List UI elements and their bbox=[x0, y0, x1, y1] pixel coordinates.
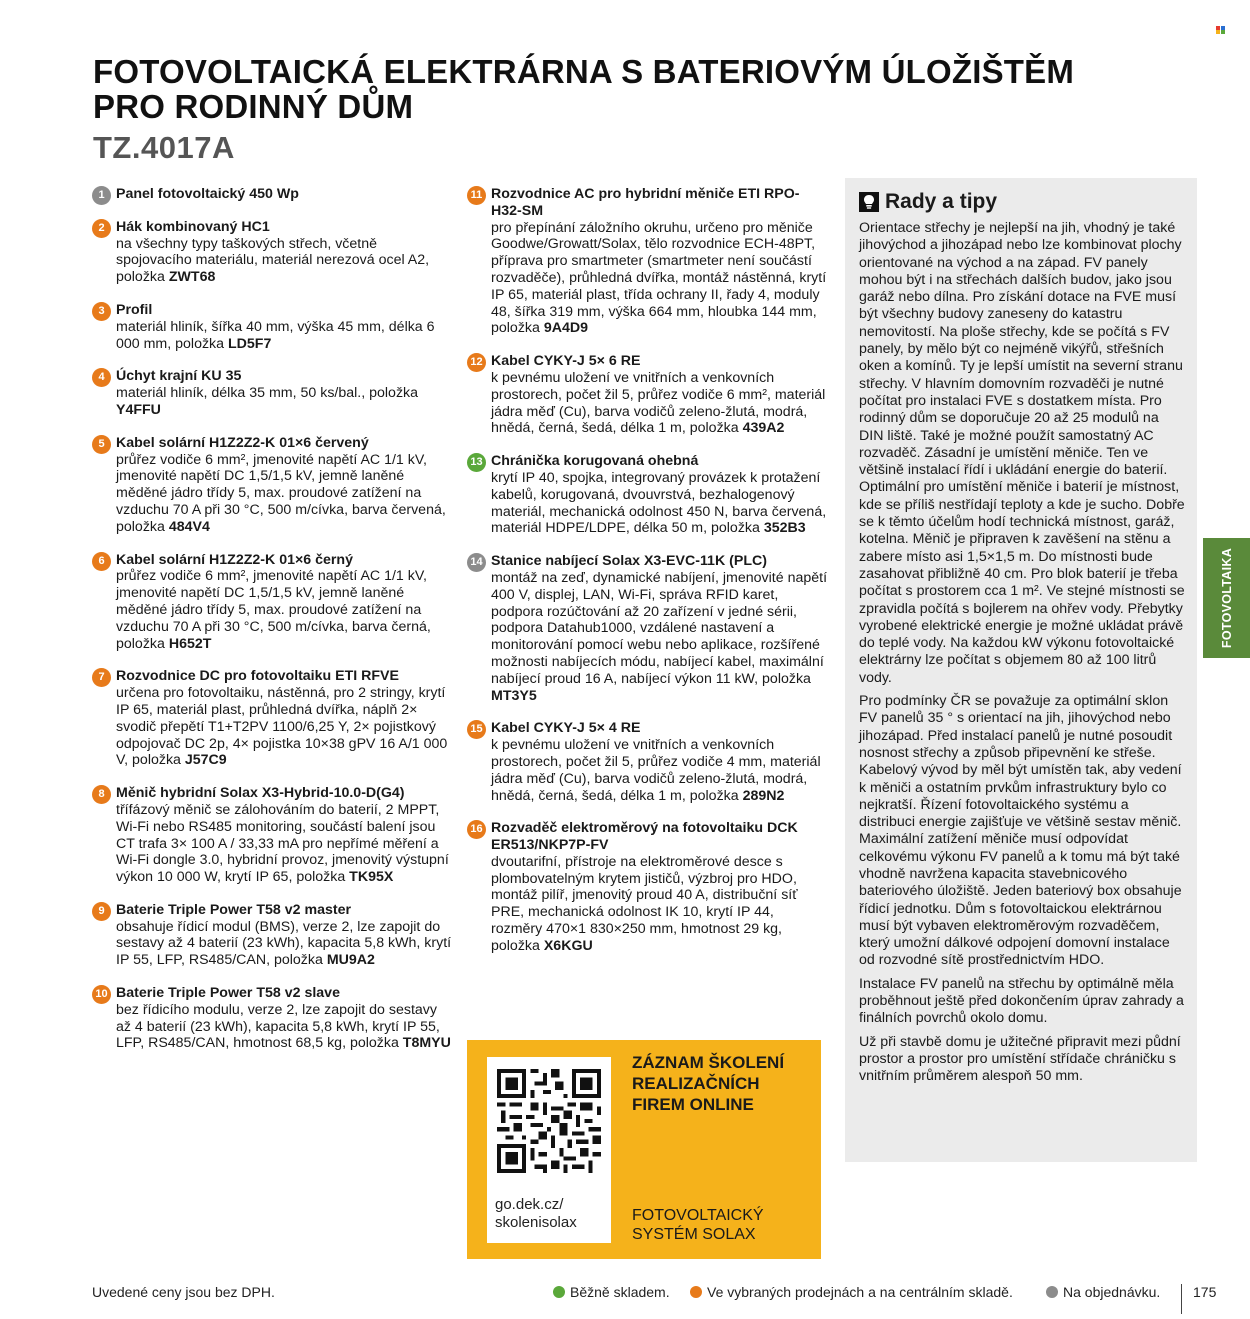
item-title: Hák kombinovaný HC1 bbox=[116, 218, 270, 235]
item-code: T8MYU bbox=[402, 1035, 451, 1052]
item-number-badge: 10 bbox=[92, 985, 111, 1004]
tips-panel bbox=[845, 178, 1197, 1162]
gray-dot-icon bbox=[1046, 1286, 1058, 1298]
item-number-badge: 12 bbox=[467, 353, 486, 372]
tips-paragraph: Orientace střechy je nejlepší na jih, vhodný je také jihovýchod a jihozápad nebo lze kombinovat plochy orientované na východ a na západ. FV panely mohou být i na střechách dalších budov, jako jsou garáž nebo dílna. Pro získání dotace na FVE musí být všechny budovy zaneseny do katastru nemovitostí. Na ploše střechy, kde se počítá s FV panely, by mělo být co nejméně vikýřů, střešních oken a komínů. Ty je lepší umístit na severní stranu střechy. V hlavním domovním rozvaděči je nutné počítat pro instalaci FVE s dostatkem místa. Pro rodinný dům se doporučuje 20 až 25 modulů na DIN liště. Také je možné použít samostatný AC rozvaděč. Zásadní je umístění měniče. Ten ve většině instalací řídí i ukládání energie do baterií. Optimální pro umístění měniče i baterií je místnost, kde se příliš nestřídají teploty a kde je sucho. Dobře se k těmto účelům hodí technická místnost, garáž, kotelna. Měnič je připraven k zavěšení na stěnu a zabere místo asi 1,5×1,5 m. Do místnosti bude zasahovat přibližně 40 cm. Pro blok baterií je třeba počítat s prostorem cca 1 m². Ve stejné místnosti se zpravidla počítá s bojlerem na ohřev vody. Přebytky vyrobené elektrické energie je možné ukládat právě do teplé vody. Na každou kW výkonu fotovoltaické elektrárny lze počítat s objemem 80 až 100 litrů vody. bbox=[859, 220, 1185, 686]
item-code: TK95X bbox=[349, 869, 394, 886]
list-item bbox=[92, 435, 452, 536]
list-item bbox=[467, 553, 827, 704]
item-number-badge: 3 bbox=[92, 302, 111, 321]
item-number-badge: 14 bbox=[467, 553, 486, 572]
item-title: Stanice nabíjecí Solax X3-EVC-11K (PLC) bbox=[491, 553, 767, 570]
item-code: X6KGU bbox=[543, 937, 593, 954]
training-promo-box[interactable] bbox=[467, 1040, 821, 1259]
item-code: LD5F7 bbox=[227, 335, 272, 352]
item-title: Úchyt krajní KU 35 bbox=[116, 368, 242, 385]
item-code: 289N2 bbox=[742, 787, 785, 804]
list-item bbox=[467, 353, 827, 437]
item-title: Rozvaděč elektroměrový na fotovoltaiku DCK ER513/NKP7P-FV bbox=[491, 820, 798, 854]
item-code: ZWT68 bbox=[168, 269, 216, 286]
item-number-badge: 7 bbox=[92, 668, 111, 687]
legend-on-order bbox=[1046, 1284, 1160, 1300]
corner-flag-icon bbox=[1216, 26, 1226, 34]
item-number-badge: 11 bbox=[467, 186, 486, 205]
item-title: Kabel solární H1Z2Z2-K 01×6 černý bbox=[116, 551, 353, 568]
item-code: Y4FFU bbox=[116, 401, 161, 418]
items-column-left bbox=[92, 186, 452, 1068]
item-description: obsahuje řídicí modul (BMS), verze 2, lze zapojit do sestavy až 4 baterií (23 kWh), kapacita 5,8 kWh, krytí IP 55, LFP, RS485/CAN, položka bbox=[116, 918, 452, 969]
section-tab-fotovoltaika[interactable] bbox=[1203, 538, 1250, 658]
item-code: MU9A2 bbox=[326, 952, 375, 969]
item-title: Kabel CYKY-J 5× 6 RE bbox=[491, 353, 641, 370]
list-item bbox=[467, 186, 827, 337]
list-item bbox=[92, 985, 452, 1052]
item-description: k pevnému uložení ve vnitřních a venkovních prostorech, počet žil 5, průřez vodiče 4 mm, materiál jádra měď (Cu), barva vodičů zeleno-žlutá, modrá, hnědá, černá, šedá, délka 1 m, položka bbox=[491, 737, 821, 804]
list-item bbox=[92, 219, 452, 286]
legend-in-stock bbox=[553, 1284, 670, 1300]
list-item bbox=[92, 186, 452, 203]
green-dot-icon bbox=[553, 1286, 565, 1298]
item-description: průřez vodiče 6 mm², jmenovité napětí AC 1/1 kV, jmenovité napětí DC 1,5/1,5 kV, jemně laněné měděné jádro třídy 5, max. proudové zatížení na vzduchu 70 A při 30 °C, 500 m/cívka, barva černá, položka bbox=[116, 568, 431, 652]
lightbulb-icon bbox=[859, 192, 879, 212]
item-number-badge: 4 bbox=[92, 368, 111, 387]
list-item bbox=[92, 368, 452, 418]
tips-paragraph: Pro podmínky ČR se považuje za optimální sklon FV panelů 35 ° s orientací na jih, jihovýchod nebo jihozápad. Před instalací panelů je nutné posoudit nosnost střechy a způsob připevnění ke střeše. Kabelový vývod by měl být umístěn tak, aby vedení k měniči a ostatním prvkům infrastruktury bylo co nejkratší. Řízení fotovoltaického systému a distribuci energie zajišťuje ve většině sestav měnič. Maximální zatížení měniče musí odpovídat celkovému výkonu FV panelů a k tomu má být také vhodně navržena kapacita stavebnicového bateriového úložiště. Jeden bateriový box obsahuje řídicí jednotku. Dům s fotovoltaickou elektrárnou musí být vybaven elektroměrovým rozvaděčem, který umožní dálkové odpojení domovní instalace od rozvodné sítě prostřednictvím HDO. bbox=[859, 693, 1182, 969]
item-title: Rozvodnice DC pro fotovoltaiku ETI RFVE bbox=[116, 668, 399, 685]
title-line-2: PRO RODINNÝ DŮM bbox=[93, 88, 414, 125]
promo-title: ZÁZNAM ŠKOLENÍ REALIZAČNÍCH FIREM ONLINE bbox=[632, 1053, 785, 1114]
product-code: TZ.4017A bbox=[93, 130, 235, 165]
item-number-badge: 8 bbox=[92, 785, 111, 804]
item-number-badge: 15 bbox=[467, 720, 486, 739]
item-description: materiál hliník, šířka 40 mm, výška 45 mm, délka 6 000 mm, položka bbox=[116, 318, 435, 352]
price-note: Uvedené ceny jsou bez DPH. bbox=[92, 1284, 275, 1300]
item-number-badge: 13 bbox=[467, 453, 486, 472]
list-item bbox=[92, 902, 452, 969]
item-code: MT3Y5 bbox=[491, 687, 537, 704]
item-title: Rozvodnice AC pro hybridní měniče ETI RPO-H32-SM bbox=[491, 186, 800, 219]
item-description: pro přepínání záložního okruhu, určeno pro měniče Goodwe/Growatt/Solax, tělo rozvodnice ECH-48PT, příprava pro smartmeter (smartmeter není součástí rozvaděče), průhledná dvířka, montáž nástěnná, krytí IP 65, materiál plast, třída ochrany II, řady 4, moduly 48, šířka 319 mm, výška 664 mm, hloubka 144 mm, položka bbox=[491, 219, 827, 337]
item-description: průřez vodiče 6 mm², jmenovité napětí AC 1/1 kV, jmenovité napětí DC 1,5/1,5 kV, jemně laněné měděné jádro třídy 5, max. proudové zatížení na vzduchu 70 A při 30 °C, 500 m/cívka, barva červená, položka bbox=[116, 451, 446, 535]
item-description: montáž na zeď, dynamické nabíjení, jmenovité napětí 400 V, displej, LAN, Wi-Fi, správa RFID karet, podpora rozúčtování až 20 zařízení v jedné sérii, podpora Datahub1000, vzdálené nastavení a monitorování pomocí webu nebo aplikace, rozšířené možnosti nabíjecích módu, nabíjecí kabel, maximální nabíjecí proud 16 A, nabíjecí výkon 11 kW, položka bbox=[491, 569, 828, 687]
orange-dot-icon bbox=[690, 1286, 702, 1298]
item-description: bez řídicího modulu, verze 2, lze zapojit do sestavy až 4 baterií (23 kWh), kapacita 5,8 kWh, krytí IP 55, LFP, RS485/CAN, hmotnost 68,5 kg, položka bbox=[116, 1001, 440, 1052]
item-description: dvoutarifní, přístroje na elektroměrové desce s plombovatelným krytem jističů, výzbroj pro HDO, montáž pilíř, jmenovitý proud 40 A, distribuční síť PRE, mechanická odolnost IK 10, krytí IP 44, rozměry 470×1 830×250 mm, hmotnost 29 kg, položka bbox=[491, 853, 798, 954]
qr-code-frame[interactable] bbox=[487, 1057, 611, 1190]
item-title: Měnič hybridní Solax X3-Hybrid-10.0-D(G4) bbox=[116, 785, 405, 802]
item-title: Kabel CYKY-J 5× 4 RE bbox=[491, 720, 641, 737]
item-title: Kabel solární H1Z2Z2-K 01×6 červený bbox=[116, 434, 369, 451]
item-title: Panel fotovoltaický 450 Wp bbox=[116, 186, 299, 202]
item-description: třífázový měnič se zálohováním do baterií, 2 MPPT, Wi-Fi nebo RS485 monitoring, součástí balení jsou CT trafa 3× 100 A / 33,33 mA pro nepřímé měření a Wi-Fi dongle 3.0, hybridní provoz, jmenovitý výstupní výkon 10 000 W, krytí IP 65, položka bbox=[116, 801, 449, 886]
item-title: Baterie Triple Power T58 v2 master bbox=[116, 901, 351, 918]
page-number: 175 bbox=[1193, 1284, 1217, 1300]
item-title: Chránička korugovaná ohebná bbox=[491, 453, 699, 470]
legend-selected-stores bbox=[690, 1284, 1013, 1300]
item-code: 9A4D9 bbox=[543, 320, 589, 337]
item-description: materiál hliník, délka 35 mm, 50 ks/bal., položka bbox=[116, 385, 419, 402]
item-number-badge: 9 bbox=[92, 902, 111, 921]
tips-header bbox=[859, 190, 1185, 214]
list-item bbox=[467, 820, 827, 954]
item-title: Baterie Triple Power T58 v2 slave bbox=[116, 985, 340, 1002]
list-item bbox=[467, 453, 827, 537]
item-description: na všechny typy taškových střech, včetně spojovacího materiálu, materiál nerezová ocel A2, položka bbox=[116, 235, 430, 286]
items-column-right bbox=[467, 186, 827, 971]
legend-label: Ve vybraných prodejnách a na centrálním skladě. bbox=[707, 1284, 1013, 1300]
list-item bbox=[92, 302, 452, 352]
tips-paragraph: Instalace FV panelů na střechu by optimálně měla proběhnout ještě před dokončením úprav zahrady a finálních povrchů okolo domu. bbox=[859, 975, 1184, 1027]
item-code: 484V4 bbox=[168, 518, 210, 535]
legend-label: Běžně skladem. bbox=[570, 1284, 670, 1300]
tips-paragraph: Už při stavbě domu je užitečné připravit mezi půdní prostor a prostor pro umístění střídače chráničku s vnitřním průměrem alespoň 50 mm. bbox=[859, 1033, 1181, 1085]
legend-label: Na objednávku. bbox=[1063, 1284, 1161, 1300]
item-title: Profil bbox=[116, 301, 153, 318]
section-tab-label: FOTOVOLTAIKA bbox=[1219, 547, 1234, 649]
item-number-badge: 6 bbox=[92, 552, 111, 571]
item-number-badge: 5 bbox=[92, 435, 111, 454]
item-description: krytí IP 40, spojka, integrovaný provázek k protažení kabelů, korugovaná, dvouvrstvá, bezhalogenový materiál, mechanická odolnost 450 N, barva červená, materiál HDPE/LDPE, délka 50 m, položka bbox=[491, 469, 827, 537]
item-description: určena pro fotovoltaiku, nástěnná, pro 2 stringy, krytí IP 65, materiál plast, průhledná dvířka, náplň 2× svodič přepětí T1+T2PV 1100/6,25 Y, 2× pojistkový odpojovač DC 2p, 4× pojistka 10×38 gPV 16 A/1 000 V, položka bbox=[116, 685, 448, 769]
list-item bbox=[92, 552, 452, 653]
item-code: H652T bbox=[168, 635, 212, 652]
item-code: 352B3 bbox=[763, 520, 806, 537]
list-item bbox=[92, 785, 452, 886]
item-number-badge: 1 bbox=[92, 186, 111, 205]
item-number-badge: 2 bbox=[92, 219, 111, 238]
list-item bbox=[467, 720, 827, 804]
item-description: k pevnému uložení ve vnitřních a venkovních prostorech, počet žil 5, průřez vodiče 6 mm², materiál jádra měď (Cu), barva vodičů zeleno-žlutá, modrá, hnědá, černá, šedá, délka 1 m, položka bbox=[491, 369, 826, 437]
promo-link[interactable]: go.dek.cz/ skolenisolax bbox=[487, 1190, 611, 1243]
qr-code-icon[interactable] bbox=[497, 1069, 601, 1173]
promo-system-label: FOTOVOLTAICKÝ SYSTÉM SOLAX bbox=[632, 1207, 764, 1243]
item-code: 439A2 bbox=[742, 420, 785, 437]
page-title bbox=[93, 54, 1093, 124]
item-code: J57C9 bbox=[184, 752, 227, 769]
item-number-badge: 16 bbox=[467, 820, 486, 839]
tips-title: Rady a tipy bbox=[885, 190, 998, 213]
list-item bbox=[92, 668, 452, 769]
title-line-1: FOTOVOLTAICKÁ ELEKTRÁRNA S BATERIOVÝM ÚLOŽIŠTĚM bbox=[93, 53, 1075, 90]
footer-divider bbox=[1181, 1284, 1182, 1314]
